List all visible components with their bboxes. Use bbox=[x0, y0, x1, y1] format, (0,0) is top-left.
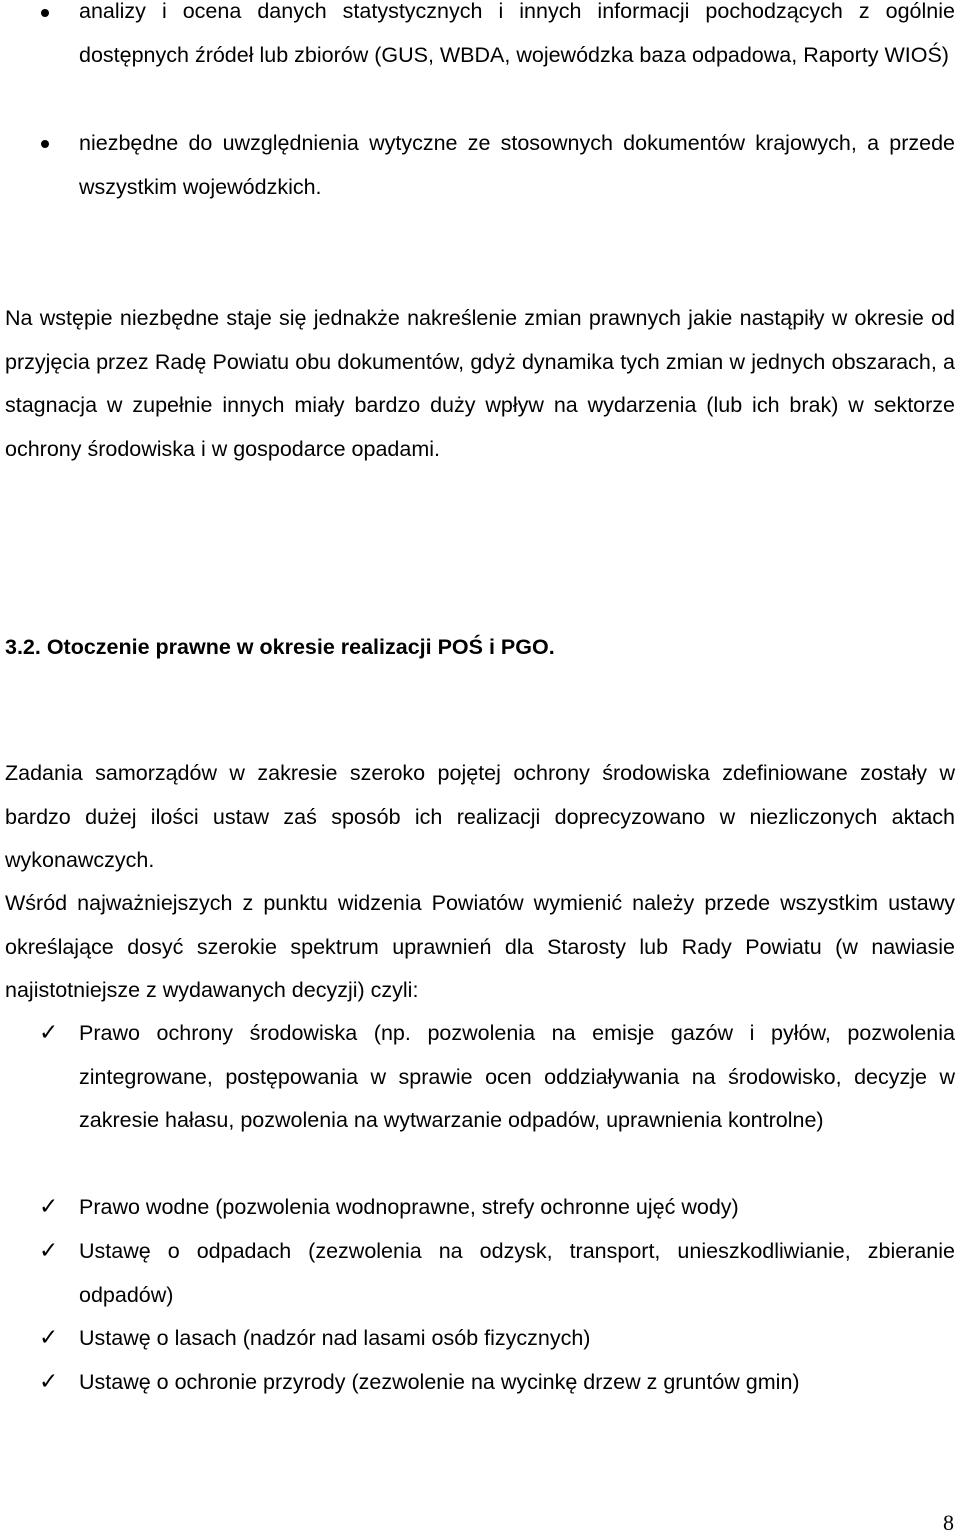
checklist-item: Ustawę o odpadach (zezwolenia na odzysk, transport, unieszkodliwianie, zbieranie odpadów) bbox=[79, 1239, 955, 1307]
body-paragraph: Wśród najważniejszych z punktu widzenia Powiatów wymienić należy przede wszystkim ustawy określające dosyć szerokie spektrum uprawnień dla Starosty lub Rady Powiatu (w nawiasie najistotniejsze z wydawanych decyzji) czyli: bbox=[5, 891, 955, 1002]
checkmark-icon: ✓ bbox=[39, 1020, 59, 1046]
checkmark-icon: ✓ bbox=[39, 1194, 59, 1220]
page-number: 8 bbox=[943, 1510, 954, 1535]
checklist-item: Prawo ochrony środowiska (np. pozwolenia na emisje gazów i pyłów, pozwolenia zintegrowane, postępowania w sprawie ocen oddziaływania na środowisko, decyzje w zakresie hałasu, pozwolenia na wytwarzanie odpadów, uprawnienia kontrolne) bbox=[79, 1021, 955, 1132]
checklist-item: Ustawę o lasach (nadzór nad lasami osób fizycznych) bbox=[79, 1326, 591, 1350]
section-heading: 3.2. Otoczenie prawne w okresie realizacji POŚ i PGO. bbox=[5, 635, 555, 659]
intro-bullet-item: analizy i ocena danych statystycznych i innych informacji pochodzących z ogólnie dostępnych źródeł lub zbiorów (GUS, WBDA, wojewódzka baza odpadowa, Raporty WIOŚ) bbox=[79, 0, 955, 67]
body-paragraph: Zadania samorządów w zakresie szeroko pojętej ochrony środowiska zdefiniowane zostały w bardzo dużej ilości ustaw zaś sposób ich realizacji doprecyzowano w niezliczonych aktach wykonawczych. bbox=[5, 761, 955, 872]
checkmark-icon: ✓ bbox=[39, 1238, 59, 1264]
bullet-dot-icon bbox=[41, 140, 49, 148]
checkmark-icon: ✓ bbox=[39, 1325, 59, 1351]
bullet-dot-icon bbox=[41, 9, 49, 17]
intro-bullet-item: niezbędne do uwzględnienia wytyczne ze stosownych dokumentów krajowych, a przede wszystkim wojewódzkich. bbox=[79, 131, 955, 199]
checklist-item: Ustawę o ochronie przyrody (zezwolenie na wycinkę drzew z gruntów gmin) bbox=[79, 1370, 800, 1394]
body-paragraph: Na wstępie niezbędne staje się jednakże nakreślenie zmian prawnych jakie nastąpiły w okresie od przyjęcia przez Radę Powiatu obu dokumentów, gdyż dynamika tych zmian w jednych obszarach, a stagnacja w zupełnie innych miały bardzo duży wpływ na wydarzenia (lub ich brak) w sektorze ochrony środowiska i w gospodarce opadami. bbox=[5, 306, 955, 461]
checkmark-icon: ✓ bbox=[39, 1369, 59, 1395]
checklist-item: Prawo wodne (pozwolenia wodnoprawne, strefy ochronne ujęć wody) bbox=[79, 1195, 739, 1219]
